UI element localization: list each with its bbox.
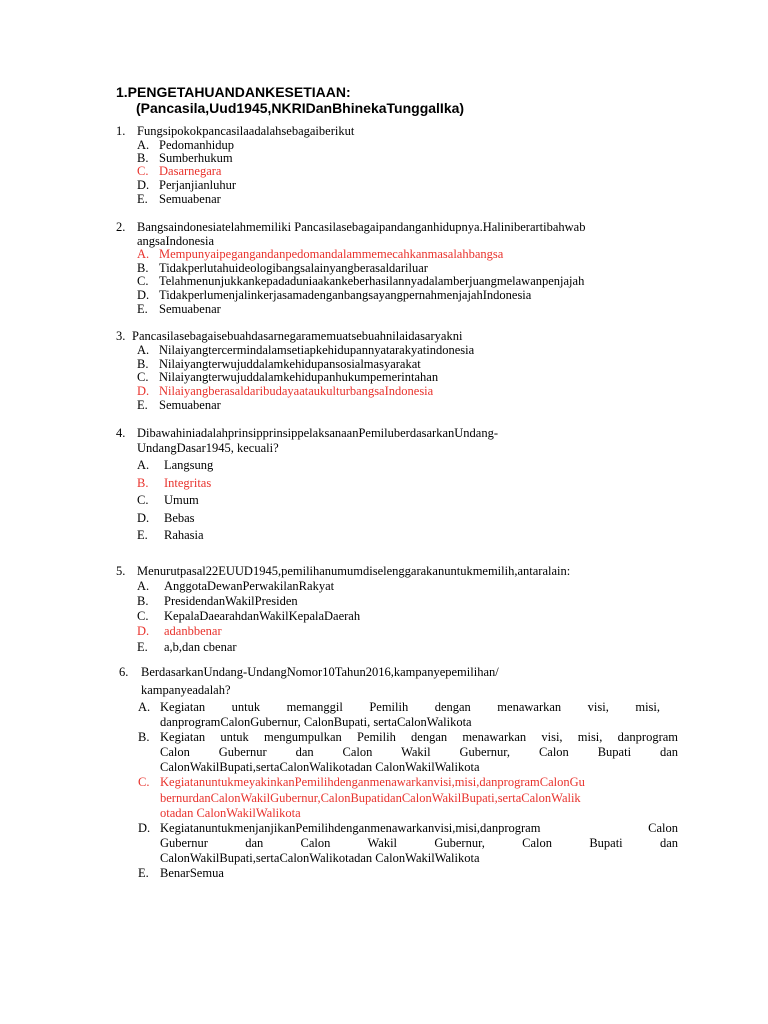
option-letter: D.	[138, 821, 151, 835]
question-number: 1.	[116, 124, 126, 138]
question-number: 4.	[116, 426, 126, 440]
option-text: Umum	[164, 493, 199, 507]
option-letter: C.	[137, 274, 149, 288]
option-text: Sumberhukum	[159, 151, 233, 165]
question-number: 2.	[116, 220, 126, 234]
document-title: 1.PENGETAHUANDANKESETIAAN:	[116, 84, 351, 100]
question-text-line-2: kampanyeadalah?	[141, 683, 231, 697]
option-letter: A.	[137, 138, 150, 152]
option-text: KepalaDaearahdanWakilKepalaDaerah	[164, 609, 361, 623]
option-letter: A.	[137, 343, 150, 357]
option-text: TidakperlumenjalinkerjasamadenganbangsayangpernahmenjajahIndonesia	[159, 288, 532, 302]
option-text: Perjanjianluhur	[159, 178, 237, 192]
question-text-line-1: Bangsaindonesiatelahmemiliki Pancasilasebagaipandanganhidupnya.Haliniberartibahwab	[137, 220, 586, 234]
option-text-line-3: CalonWakilBupati,sertaCalonWalikotadan CalonWakilWalikota	[160, 760, 480, 774]
option-letter: E.	[137, 302, 148, 316]
option-text-line-1: Kegiatan untuk mengumpulkan Pemilih dengan menawarkan visi, misi, danprogram	[160, 730, 678, 744]
option-letter: C.	[137, 609, 149, 623]
question-text: Menurutpasal22EUUD1945,pemilihanumumdiselenggarakanuntukmemilih,antaralain:	[137, 564, 571, 578]
question-number: 3.	[116, 329, 126, 343]
option-letter: D.	[137, 178, 150, 192]
option-text: Pedomanhidup	[159, 138, 234, 152]
option-letter: E.	[138, 866, 149, 880]
option-text-correct: Dasarnegara	[159, 164, 222, 178]
option-text: Semuabenar	[159, 192, 221, 206]
option-letter: B.	[137, 357, 149, 371]
option-letter-correct: B.	[137, 476, 149, 490]
question-text-line-1: BerdasarkanUndang-UndangNomor10Tahun2016,kampanyepemilihan/	[141, 665, 499, 679]
question-text-line-1: DibawahiniadalahprinsipprinsippelaksanaanPemiluberdasarkanUndang-	[137, 426, 498, 440]
option-letter: D.	[137, 511, 150, 525]
option-text-correct: Integritas	[164, 476, 212, 490]
question-number: 5.	[116, 564, 126, 578]
option-letter: B.	[138, 730, 150, 744]
option-letter: B.	[137, 151, 149, 165]
option-letter: A.	[137, 458, 150, 472]
option-text: Nilaiyangtercermindalamsetiapkehidupannyatarakyatindonesia	[159, 343, 475, 357]
option-text: PresidendanWakilPresiden	[164, 594, 298, 608]
option-text-line-2: Calon Gubernur dan Calon Wakil Gubernur, Calon Bupati dan	[160, 745, 678, 759]
option-text-line-3: CalonWakilBupati,sertaCalonWalikotadan CalonWakilWalikota	[160, 851, 480, 865]
option-letter: E.	[137, 192, 148, 206]
option-text: Tidakperlutahuideologibangsalainyangberasaldariluar	[159, 261, 428, 275]
option-text: BenarSemua	[160, 866, 224, 880]
option-letter-correct: C.	[137, 164, 149, 178]
option-text-correct-line-3: otadan CalonWakilWalikota	[160, 806, 301, 820]
option-letter-correct: C.	[138, 775, 150, 789]
option-text-correct: Mempunyaipegangandanpedomandalammemecahkanmasalahbangsa	[159, 247, 504, 261]
option-letter: D.	[137, 288, 150, 302]
option-letter-correct: D.	[137, 624, 150, 638]
option-text-correct: adanbbenar	[164, 624, 222, 638]
option-text-line-2: Gubernur dan Calon Wakil Gubernur, Calon Bupati dan	[160, 836, 678, 850]
option-text-correct-line-2: bernurdanCalonWakilGubernur,CalonBupatidanCalonWakilBupati,sertaCalonWalik	[160, 791, 581, 805]
option-letter: C.	[137, 493, 149, 507]
option-text: Telahmenunjukkankepadaduniaakankeberhasilannyadalamberjuangmelawanpenjajah	[159, 274, 585, 288]
option-text-line-1: KegiatanuntukmenjanjikanPemilihdenganmenawarkanvisi,misi,danprogram Calon	[160, 821, 678, 835]
option-text-line-1: Kegiatan untuk memanggil Pemilih dengan menawarkan visi, misi,	[160, 700, 660, 714]
option-text-correct: NilaiyangberasaldaribudayaataukulturbangsaIndonesia	[159, 384, 434, 398]
option-letter: B.	[137, 261, 149, 275]
option-letter: C.	[137, 370, 149, 384]
option-letter: E.	[137, 398, 148, 412]
option-text: Bebas	[164, 511, 195, 525]
option-text: AnggotaDewanPerwakilanRakyat	[164, 579, 335, 593]
option-text: Rahasia	[164, 528, 204, 542]
option-letter: A.	[137, 579, 150, 593]
option-text: a,b,dan cbenar	[164, 640, 237, 654]
option-text: Nilaiyangterwujuddalamkehidupanhukumpemerintahan	[159, 370, 439, 384]
question-number: 6.	[119, 665, 129, 679]
option-text: Nilaiyangterwujuddalamkehidupansosialmasyarakat	[159, 357, 421, 371]
option-text: Semuabenar	[159, 398, 221, 412]
option-letter-correct: D.	[137, 384, 150, 398]
option-letter-correct: A.	[137, 247, 150, 261]
option-letter: A.	[138, 700, 151, 714]
option-text: Langsung	[164, 458, 214, 472]
question-text-line-2: UndangDasar1945, kecuali?	[137, 441, 279, 455]
question-text-line-2: angsaIndonesia	[137, 234, 215, 248]
question-text: Pancasilasebagaisebuahdasarnegaramemuatsebuahnilaidasaryakni	[132, 329, 463, 343]
question-text: Fungsipokokpancasilaadalahsebagaiberikut	[137, 124, 355, 138]
option-letter: E.	[137, 528, 148, 542]
option-letter: B.	[137, 594, 149, 608]
option-text-correct-line-1: KegiatanuntukmeyakinkanPemilihdenganmenawarkanvisi,misi,danprogramCalonGu	[160, 775, 585, 789]
document-subtitle: (Pancasila,Uud1945,NKRIDanBhinekaTunggalIka)	[136, 100, 465, 116]
option-text-line-2: danprogramCalonGubernur, CalonBupati, sertaCalonWalikota	[160, 715, 472, 729]
option-text: Semuabenar	[159, 302, 221, 316]
option-letter: E.	[137, 640, 148, 654]
